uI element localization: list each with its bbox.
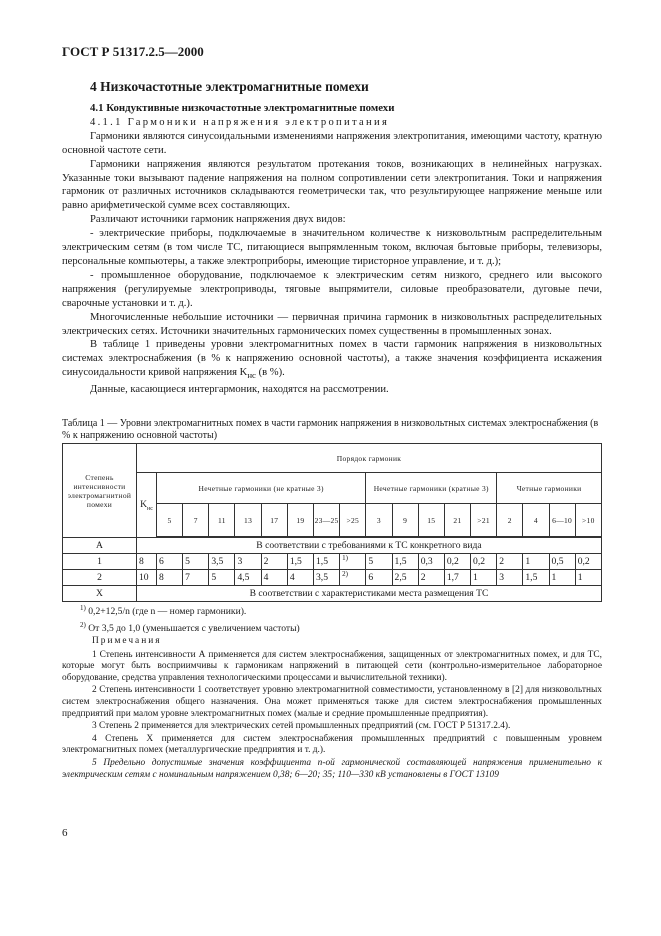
table-cell: 0,5 bbox=[549, 554, 575, 570]
table-cell: 2,5 bbox=[392, 570, 418, 586]
k-subscript: нс bbox=[247, 370, 256, 381]
order-cell: >21 bbox=[471, 504, 497, 537]
table-cell: 4 bbox=[287, 570, 313, 586]
order-cell: 9 bbox=[392, 504, 418, 537]
table-cell: 10 bbox=[136, 570, 156, 586]
table-cell: 1,5 bbox=[287, 554, 313, 570]
page-header: ГОСТ Р 51317.2.5—2000 bbox=[62, 44, 204, 59]
even-header: Четные гармоники bbox=[497, 473, 602, 504]
order-cell: 3 bbox=[366, 504, 392, 537]
order-cell: 7 bbox=[183, 504, 209, 537]
note: 3 Степень 2 применяется для электрических сетей промышленных предприятий (см. ГОСТ Р 51317.2.4). bbox=[92, 721, 511, 732]
table-cell: 0,2 bbox=[444, 554, 470, 570]
footnote: $^{2)}$ От 3,5 до 1,0 (уменьшается с увеличением частоты) bbox=[80, 620, 300, 634]
table-cell: 5 bbox=[209, 570, 235, 586]
order-cell: 6—10 bbox=[549, 504, 575, 537]
table-cell: 0,3 bbox=[418, 554, 444, 570]
table-cell: 1 bbox=[575, 570, 601, 586]
order-cell: 21 bbox=[444, 504, 470, 537]
paragraph: Данные, касающиеся интергармоник, находятся на рассмотрении. bbox=[90, 384, 389, 396]
table-cell: 6 bbox=[156, 554, 182, 570]
order-cell: 23—25 bbox=[314, 504, 340, 537]
page-number: 6 bbox=[62, 827, 68, 839]
table-footnotes bbox=[80, 602, 600, 635]
table-cell: 0,2 bbox=[575, 554, 601, 570]
table-caption: Таблица 1 — Уровни электромагнитных помех в части гармоник напряжения в низковольтных системах электроснабжения (в % к напряжению основной частоты) bbox=[62, 418, 599, 441]
section-title: 4 Низкочастотные электромагнитные помехи bbox=[90, 79, 369, 94]
row-a-text: В соответствии с требованиями к ТС конкретного вида bbox=[136, 538, 601, 554]
paragraph bbox=[62, 338, 602, 383]
order-cell: 19 bbox=[287, 504, 313, 537]
order-cell: 11 bbox=[209, 504, 235, 537]
row-label: X bbox=[63, 586, 137, 602]
table-cell: 4,5 bbox=[235, 570, 261, 586]
order-cell: >25 bbox=[340, 504, 366, 537]
table-cell: 1) bbox=[340, 554, 366, 570]
paragraph: - промышленное оборудование, подключаемое к электрическим сетям низкого, среднего или высокого напряжения (регулируемые электроприводы, тяговые выпрямители, силовые преобразователи, дуговые печи, сварочные установки и т. д.). bbox=[62, 269, 602, 309]
paragraph-tail: (в %). bbox=[255, 367, 285, 379]
k-header: $K_{нс}$ bbox=[136, 473, 156, 538]
table-cell: 1 bbox=[523, 554, 549, 570]
paragraph: - электрические приборы, подключаемые в значительном количестве к низковольтным распределительным электрическим сетям (в том числе ТС, питающиеся выпрямленным током, включая бытовые приборы, телевизоры, персональные компьютеры, а также электроприборы, имеющие тиристорное управление, и т. д.); bbox=[62, 228, 602, 267]
paragraph: Гармоники напряжения являются результатом протекания токов, возникающих в нелинейных нагрузках. Указанные токи вызывают падение напряжения на полном сопротивлении сети электропитания. Токи и напряжения гармоник от различных источников складываются геометрически так, что результирующее напряжение меньше или равно арифметической сумме всех составляющих. bbox=[62, 158, 602, 212]
table-cell: 1,5 bbox=[392, 554, 418, 570]
row-x-text: В соответствии с характеристиками места размещения ТС bbox=[136, 586, 601, 602]
order-cell: 4 bbox=[523, 504, 549, 537]
table-cell: 3,5 bbox=[314, 570, 340, 586]
table-cell: 0,2 bbox=[471, 554, 497, 570]
paragraph: Гармоники являются синусоидальными изменениями напряжения электропитания, имеющими частоту, кратную основной частоте сети. bbox=[62, 130, 602, 156]
order-cell: 5 bbox=[156, 504, 182, 537]
notes-title: Примечания bbox=[92, 636, 162, 646]
table-cell: 2 bbox=[497, 554, 523, 570]
order-cell: 15 bbox=[418, 504, 444, 537]
table-cell: 8 bbox=[156, 570, 182, 586]
note: 5 Предельно допустимые значения коэффициента n-ой гармонической составляющей напряжения применительно к электрическим сетям с номинальным напряжением 0,38; 6—20; 35; 110—330 кВ установлены в ГОСТ 13109 bbox=[62, 757, 602, 780]
table-cell: 2 bbox=[261, 554, 287, 570]
paragraph: Многочисленные небольшие источники — первичная причина гармоник в низковольтных распределительных электрических сетях. Источники значительных гармонических помех существенны в промышленных зонах. bbox=[62, 311, 602, 337]
table-cell: 6 bbox=[366, 570, 392, 586]
note: 4 Степень X применяется для систем электроснабжения промышленных предприятий с повышенным уровнем электромагнитных помех (металлургические предприятия и т. д.). bbox=[62, 733, 602, 756]
table-cell: 1,7 bbox=[444, 570, 470, 586]
paragraph: Различают источники гармоник напряжения двух видов: bbox=[90, 214, 346, 226]
note: 2 Степень интенсивности 1 соответствует уровню электромагнитной совместимости, установленному в [2] для низковольтных систем электроснабжения общего назначения. Она может применяться также для систем электроснабжения промышленных предприятий при малом уровне электромагнитных помех (малые и средние промышленные предприятия). bbox=[62, 685, 602, 719]
order-header: Порядок гармоник bbox=[136, 444, 601, 473]
notes-block bbox=[62, 636, 602, 782]
note: 1 Степень интенсивности А применяется для систем электроснабжения, защищенных от электромагнитных помех, и для ТС, которые могут быть восприимчивы к гармоникам напряжений в питающей сети (контрольно-измерительное лабораторное оборудование, средства управления технологическими процессами и вычислительной техники). bbox=[62, 649, 602, 683]
table-cell: 5 bbox=[183, 554, 209, 570]
table-cell: 5 bbox=[366, 554, 392, 570]
row-label: 2 bbox=[63, 570, 137, 586]
table-cell: 1,5 bbox=[314, 554, 340, 570]
table-cell: 3,5 bbox=[209, 554, 235, 570]
order-cell: 13 bbox=[235, 504, 261, 537]
table-cell: 8 bbox=[136, 554, 156, 570]
odd-mult-header: Нечетные гармоники (кратные 3) bbox=[366, 473, 497, 504]
order-cell: >10 bbox=[575, 504, 601, 537]
subsubsection-title: 4.1.1 Гармоники напряжения электропитания bbox=[90, 116, 390, 128]
table-cell: 7 bbox=[183, 570, 209, 586]
footnote: $^{1)}$ 0,2+12,5/n (где n — номер гармоники). bbox=[80, 604, 247, 618]
odd-nonmult-header: Нечетные гармоники (не кратные 3) bbox=[156, 473, 365, 504]
table-cell: 4 bbox=[261, 570, 287, 586]
row-label: А bbox=[63, 538, 137, 554]
degree-header: Степень интенсивности электромагнитной помехи bbox=[63, 444, 137, 538]
row-label: 1 bbox=[63, 554, 137, 570]
paragraph-text: В таблице 1 приведены уровни электромагнитных помех в части гармоник напряжения в низковольтных системах электроснабжения (в % к напряжению основной частоты), а также значения коэффициента искажения синусоидальности кривой напряжения K bbox=[62, 339, 602, 379]
order-cell: 2 bbox=[497, 504, 523, 537]
subsection-title: 4.1 Кондуктивные низкочастотные электромагнитные помехи bbox=[90, 102, 395, 114]
table-cell: 1 bbox=[471, 570, 497, 586]
body-text bbox=[62, 102, 602, 397]
table-cell: 2) bbox=[340, 570, 366, 586]
table-cell: 2 bbox=[418, 570, 444, 586]
table-cell: 1 bbox=[549, 570, 575, 586]
table-cell: 3 bbox=[497, 570, 523, 586]
order-cell: 17 bbox=[261, 504, 287, 537]
harmonics-table bbox=[62, 443, 602, 602]
table-cell: 1,5 bbox=[523, 570, 549, 586]
table-cell: 3 bbox=[235, 554, 261, 570]
